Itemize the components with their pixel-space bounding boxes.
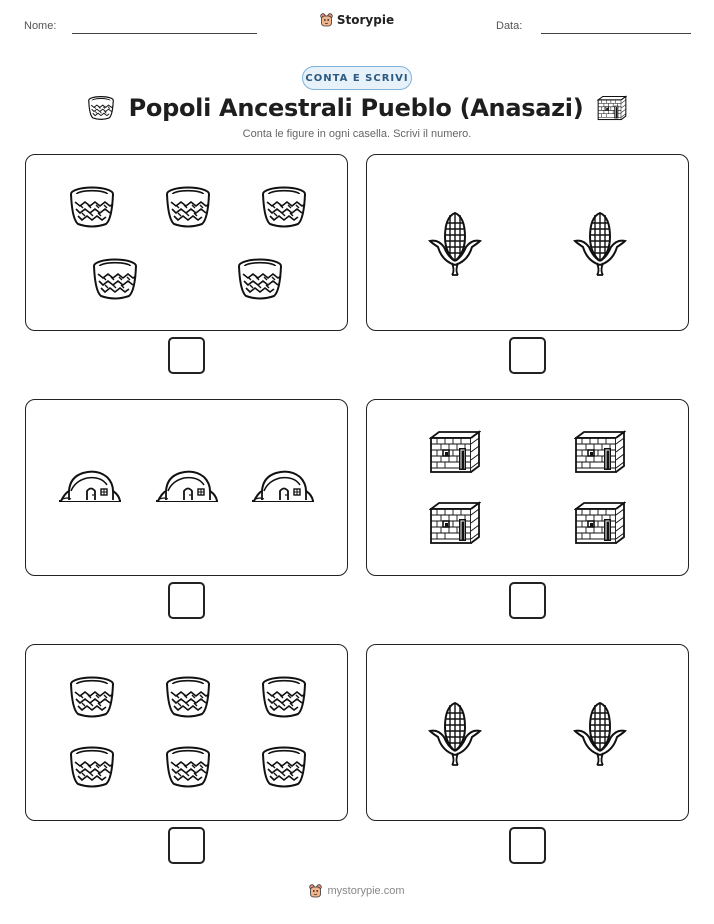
count-panel-3 [25,399,348,576]
corn-icon [573,699,627,767]
basket-icon [164,675,212,719]
basket-icon [91,257,139,301]
name-label: Nome: [24,20,57,32]
adobe-house-icon [154,465,220,505]
basket-icon [68,675,116,719]
corn-icon [428,699,482,767]
count-panel-6 [366,644,689,821]
adobe-house-icon [250,465,316,505]
footer [0,884,714,898]
basket-icon [236,257,284,301]
basket-icon [68,185,116,229]
basket-icon [260,745,308,789]
answer-box-1[interactable] [168,337,205,374]
stone-house-icon [597,95,627,121]
instructions: Conta le figure in ogni casella. Scrivi il numero. [242,128,472,140]
name-field[interactable] [72,33,257,34]
date-label: Data: [496,20,523,32]
date-field[interactable] [541,33,691,34]
corn-icon [428,209,482,277]
stone-house-icon [574,430,626,474]
basket-icon [260,185,308,229]
activity-badge: CONTA E SCRIVI [302,66,412,90]
basket-icon [260,675,308,719]
brand-logo [0,13,714,27]
count-panel-2 [366,154,689,331]
basket-icon [68,745,116,789]
corn-icon [573,209,627,277]
count-panel-4 [366,399,689,576]
mascot-icon [320,13,333,27]
page-title: Popoli Ancestrali Pueblo (Anasazi) [128,94,584,122]
basket-icon [164,185,212,229]
answer-box-5[interactable] [168,827,205,864]
basket-icon [164,745,212,789]
stone-house-icon [429,430,481,474]
count-panel-5 [25,644,348,821]
answer-box-4[interactable] [509,582,546,619]
stone-house-icon [574,501,626,545]
mascot-icon [309,884,322,898]
answer-box-2[interactable] [509,337,546,374]
count-panel-1 [25,154,348,331]
stone-house-icon [429,501,481,545]
footer-url: mystorypie.com [327,885,405,897]
adobe-house-icon [57,465,123,505]
answer-box-6[interactable] [509,827,546,864]
answer-box-3[interactable] [168,582,205,619]
title-row [0,92,714,124]
basket-icon [87,95,115,121]
brand-name: Storypie [336,13,395,27]
